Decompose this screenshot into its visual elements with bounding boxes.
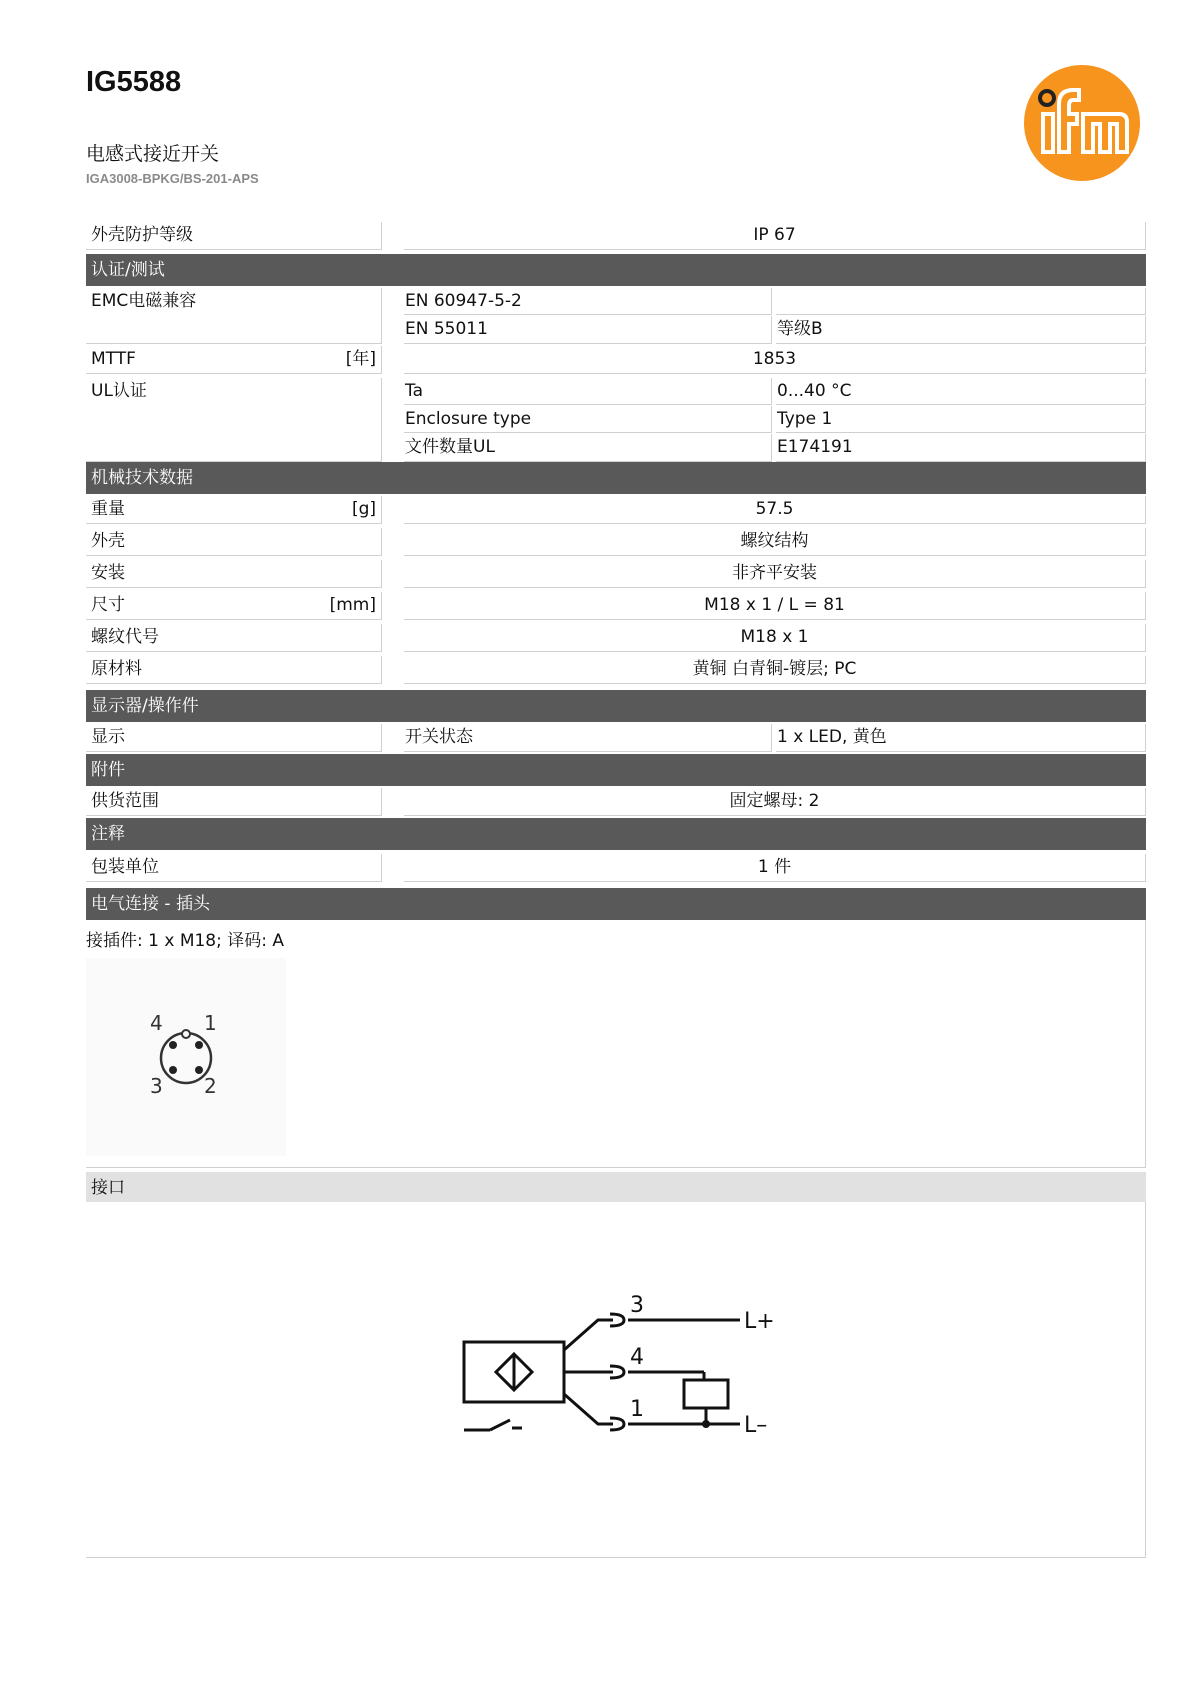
notes-label-text: 包装单位 xyxy=(91,857,159,877)
mech-label-thread xyxy=(86,624,382,652)
pin-label-1: 1 xyxy=(204,1011,217,1035)
protection-value: IP 67 xyxy=(404,222,1146,250)
ul-label xyxy=(86,378,382,462)
ul-value-1: 0...40 °C xyxy=(776,378,1146,405)
accessories-value: 固定螺母: 2 xyxy=(404,788,1146,816)
ul-name-2: Enclosure type xyxy=(404,406,772,433)
line-l-plus: L+ xyxy=(744,1309,775,1334)
mech-label-text: 重量 xyxy=(91,499,125,519)
display-label xyxy=(86,724,382,752)
connection-desc: 接插件: 1 x M18; 译码: A xyxy=(86,931,285,951)
section-accessories: 附件 xyxy=(86,754,1146,786)
section-approvals: 认证/测试 xyxy=(86,254,1146,286)
mech-label-text: 螺纹代号 xyxy=(91,627,159,647)
section-mechanical: 机械技术数据 xyxy=(86,462,1146,494)
wire-pin-4: 4 xyxy=(630,1345,644,1370)
emc-label xyxy=(86,288,382,344)
mech-label-text: 安装 xyxy=(91,563,125,583)
mech-unit: [g] xyxy=(351,499,376,519)
notes-value: 1 件 xyxy=(404,854,1146,882)
wiring-diagram xyxy=(450,1290,790,1450)
mech-label-housing xyxy=(86,528,382,556)
pin-label-4: 4 xyxy=(150,1011,163,1035)
mech-value-mounting: 非齐平安装 xyxy=(404,560,1146,588)
line-l-minus: L– xyxy=(744,1413,768,1438)
protection-label xyxy=(86,222,382,250)
emc-std-1: EN 60947-5-2 xyxy=(404,288,772,315)
mech-value-housing: 螺纹结构 xyxy=(404,528,1146,556)
mech-label-text: 尺寸 xyxy=(91,595,125,615)
mech-label-text: 原材料 xyxy=(91,659,142,679)
emc-note-2: 等级B xyxy=(776,316,1146,344)
ul-value-3: E174191 xyxy=(776,434,1146,462)
display-value: 1 x LED, 黄色 xyxy=(776,724,1146,752)
pin-label-3: 3 xyxy=(150,1074,163,1098)
mech-label-text: 外壳 xyxy=(91,531,125,551)
section-notes: 注释 xyxy=(86,818,1146,850)
connector-image xyxy=(86,958,286,1156)
ifm-logo xyxy=(1023,64,1141,182)
display-label-text: 显示 xyxy=(91,727,125,747)
section-interface: 接口 xyxy=(86,1172,1146,1202)
mech-label-weight xyxy=(86,496,382,524)
mech-label-mounting xyxy=(86,560,382,588)
connector-pinout-diagram xyxy=(86,958,286,1156)
mech-label-dimensions xyxy=(86,592,382,620)
mttf-value: 1853 xyxy=(404,346,1146,374)
mttf-label-text: MTTF xyxy=(91,349,136,369)
order-code: IGA3008-BPKG/BS-201-APS xyxy=(86,171,259,186)
wire-pin-3: 3 xyxy=(630,1293,644,1318)
accessories-label xyxy=(86,788,382,816)
notes-label xyxy=(86,854,382,882)
mech-label-material xyxy=(86,656,382,684)
mttf-label xyxy=(86,346,382,374)
mech-value-material: 黄铜 白青铜-镀层; PC xyxy=(404,656,1146,684)
emc-std-2: EN 55011 xyxy=(404,316,772,344)
product-type: 电感式接近开关 xyxy=(86,143,220,165)
mech-value-weight: 57.5 xyxy=(404,496,1146,524)
mech-value-thread: M18 x 1 xyxy=(404,624,1146,652)
display-name: 开关状态 xyxy=(404,724,772,752)
section-display: 显示器/操作件 xyxy=(86,690,1146,722)
page-title: IG5588 xyxy=(86,66,182,98)
emc-label-text: EMC电磁兼容 xyxy=(91,291,197,311)
mttf-unit: [年] xyxy=(345,349,376,369)
wire-pin-1: 1 xyxy=(630,1397,644,1422)
ul-name-1: Ta xyxy=(404,378,772,405)
ul-name-3: 文件数量UL xyxy=(404,434,772,462)
ul-value-2: Type 1 xyxy=(776,406,1146,433)
emc-note-1 xyxy=(776,288,1146,315)
section-connection: 电气连接 - 插头 xyxy=(86,888,1146,920)
mech-value-dimensions: M18 x 1 / L = 81 xyxy=(404,592,1146,620)
accessories-label-text: 供货范围 xyxy=(91,791,159,811)
protection-label-text: 外壳防护等级 xyxy=(91,225,193,245)
ul-label-text: UL认证 xyxy=(91,381,147,401)
mech-unit: [mm] xyxy=(329,595,376,615)
pin-label-2: 2 xyxy=(204,1074,217,1098)
